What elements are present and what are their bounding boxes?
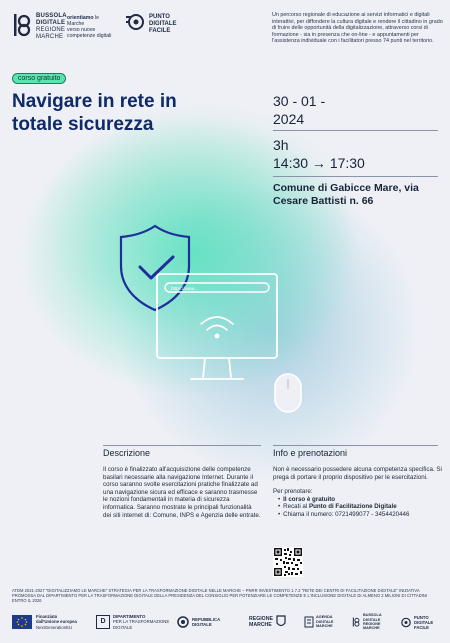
- repubblica-digitale-icon: [177, 616, 189, 628]
- dtd-icon: D: [96, 615, 110, 629]
- wifi-icon: [201, 317, 233, 338]
- divider: [103, 445, 261, 446]
- free-course-badge: corso gratuito: [12, 73, 66, 84]
- brand-tagline: orientiamo le Marche verso nuove competenze digitali: [67, 15, 112, 39]
- footer-disclaimer: ATDM 2021-2027 "DIGITALIZZIAMO LE MARCHE" STRATEGIA PER LA TRASFORMAZIONE DIGITALE NELLE MARCHE – PNRR INVESTIMENTO 1.7.2 "RETE DEI CENTRI DI FACILITAZIONE DIGITALE" INIZIATIVA PROMOSSA DAL DIPARTIMENTO PER LA TRASFORMAZIONE DIGITALE DELLA PRESIDENZA DEL CONSIGLIO PER POTENZIARE LE COMPETENZE E L'INCLUSIONE DIGITALE DI ALMENO 2 MILIONI DI CITTADINI ENTRO IL 2026: [12, 588, 428, 603]
- punto-digitale-facile-label: PUNTO DIGITALE FACILE: [149, 14, 177, 34]
- punto-digitale-facile-footer-logo: PUNTO DIGITALE FACILE: [400, 610, 433, 634]
- info-heading: Info e prenotazioni: [273, 448, 348, 458]
- repubblica-digitale-logo: REPUBBLICA DIGITALE: [177, 610, 220, 634]
- regione-marche-emblem-icon: [276, 615, 286, 629]
- event-location: Comune di Gabicce Mare, via Cesare Battisti n. 66: [273, 182, 419, 207]
- eu-flag-icon: [12, 615, 32, 629]
- list-item[interactable]: • Chiama il numero: 0721499077 - 3454420446: [278, 511, 443, 519]
- security-illustration: [115, 222, 315, 422]
- booking-list: [273, 496, 443, 519]
- list-item: • Il corso è gratuito: [278, 496, 443, 504]
- punto-digitale-facile-logo-icon: [126, 13, 146, 31]
- description-text: Il corso è finalizzato all'acquisizione delle competenze basilari necessarie alla navigazione Internet. Durante il corso saranno svolte esercitazioni pratiche finalizzate ad una navigazione sicura ed efficace e saranno trasmesse le nozioni fondamentali in materia di sicurezza informatica. Saranno mostrate le principali funzionalità dei siti internet di: Comune, INPS e Agenzia delle entrate.: [103, 466, 261, 519]
- description-heading: Descrizione: [103, 448, 151, 458]
- event-duration: 3h 14:30 → 17:30: [273, 137, 365, 171]
- bussola-digitale-logo-icon: [12, 13, 34, 37]
- bussola-digitale-footer-icon: [352, 616, 361, 628]
- intro-text: Un percorso regionale di educazione ai servizi informatici e digitali interattivi, per diffondere la cultura digitale e rendere il cittadino in grado di fruire delle opportunità della digitalizzazione, attraverso corsi di formazione - sia in presenza che on-line - e appuntamenti per l'assistenza individuale con i facilitatori presso 74 punti nel territorio.: [272, 12, 443, 44]
- url-bar-text: https://www...: [171, 286, 198, 291]
- info-block: [273, 466, 443, 519]
- agenda-digitale-logo: AGENDA DIGITALE MARCHE: [304, 610, 333, 634]
- qr-code-icon[interactable]: [273, 547, 303, 577]
- brand-name: BUSSOLA DIGITALE REGIONE MARCHE: [36, 13, 67, 40]
- mouse-icon: [275, 374, 301, 412]
- divider: [273, 130, 438, 131]
- list-item: • Recati al Punto di Facilitazione Digitale: [278, 503, 443, 511]
- info-text: Non è necessario possedere alcuna competenza specifica. Si prega di portare il proprio dispositivo per le esercitazioni.: [273, 466, 442, 481]
- divider: [273, 176, 438, 177]
- shield-icon: [121, 226, 189, 310]
- regione-marche-logo: REGIONE MARCHE: [249, 610, 286, 634]
- bussola-digitale-footer-logo: BUSSOLA DIGITALE REGIONE MARCHE: [352, 610, 382, 634]
- partner-logos: [12, 610, 438, 634]
- page-title: Navigare in rete in totale sicurezza: [12, 91, 177, 135]
- booking-label: Per prenotare:: [273, 488, 313, 496]
- punto-digitale-facile-footer-icon: [400, 617, 412, 628]
- event-date: 30 - 01 - 2024: [273, 93, 326, 127]
- divider: [273, 445, 438, 446]
- agenda-digitale-icon: [304, 616, 314, 628]
- dtd-logo: D DIPARTIMENTO PER LA TRASFORMAZIONE DIGITALE: [96, 610, 169, 634]
- eu-logo: Finanziato dall'Unione europea NextGenerationEU: [12, 610, 77, 634]
